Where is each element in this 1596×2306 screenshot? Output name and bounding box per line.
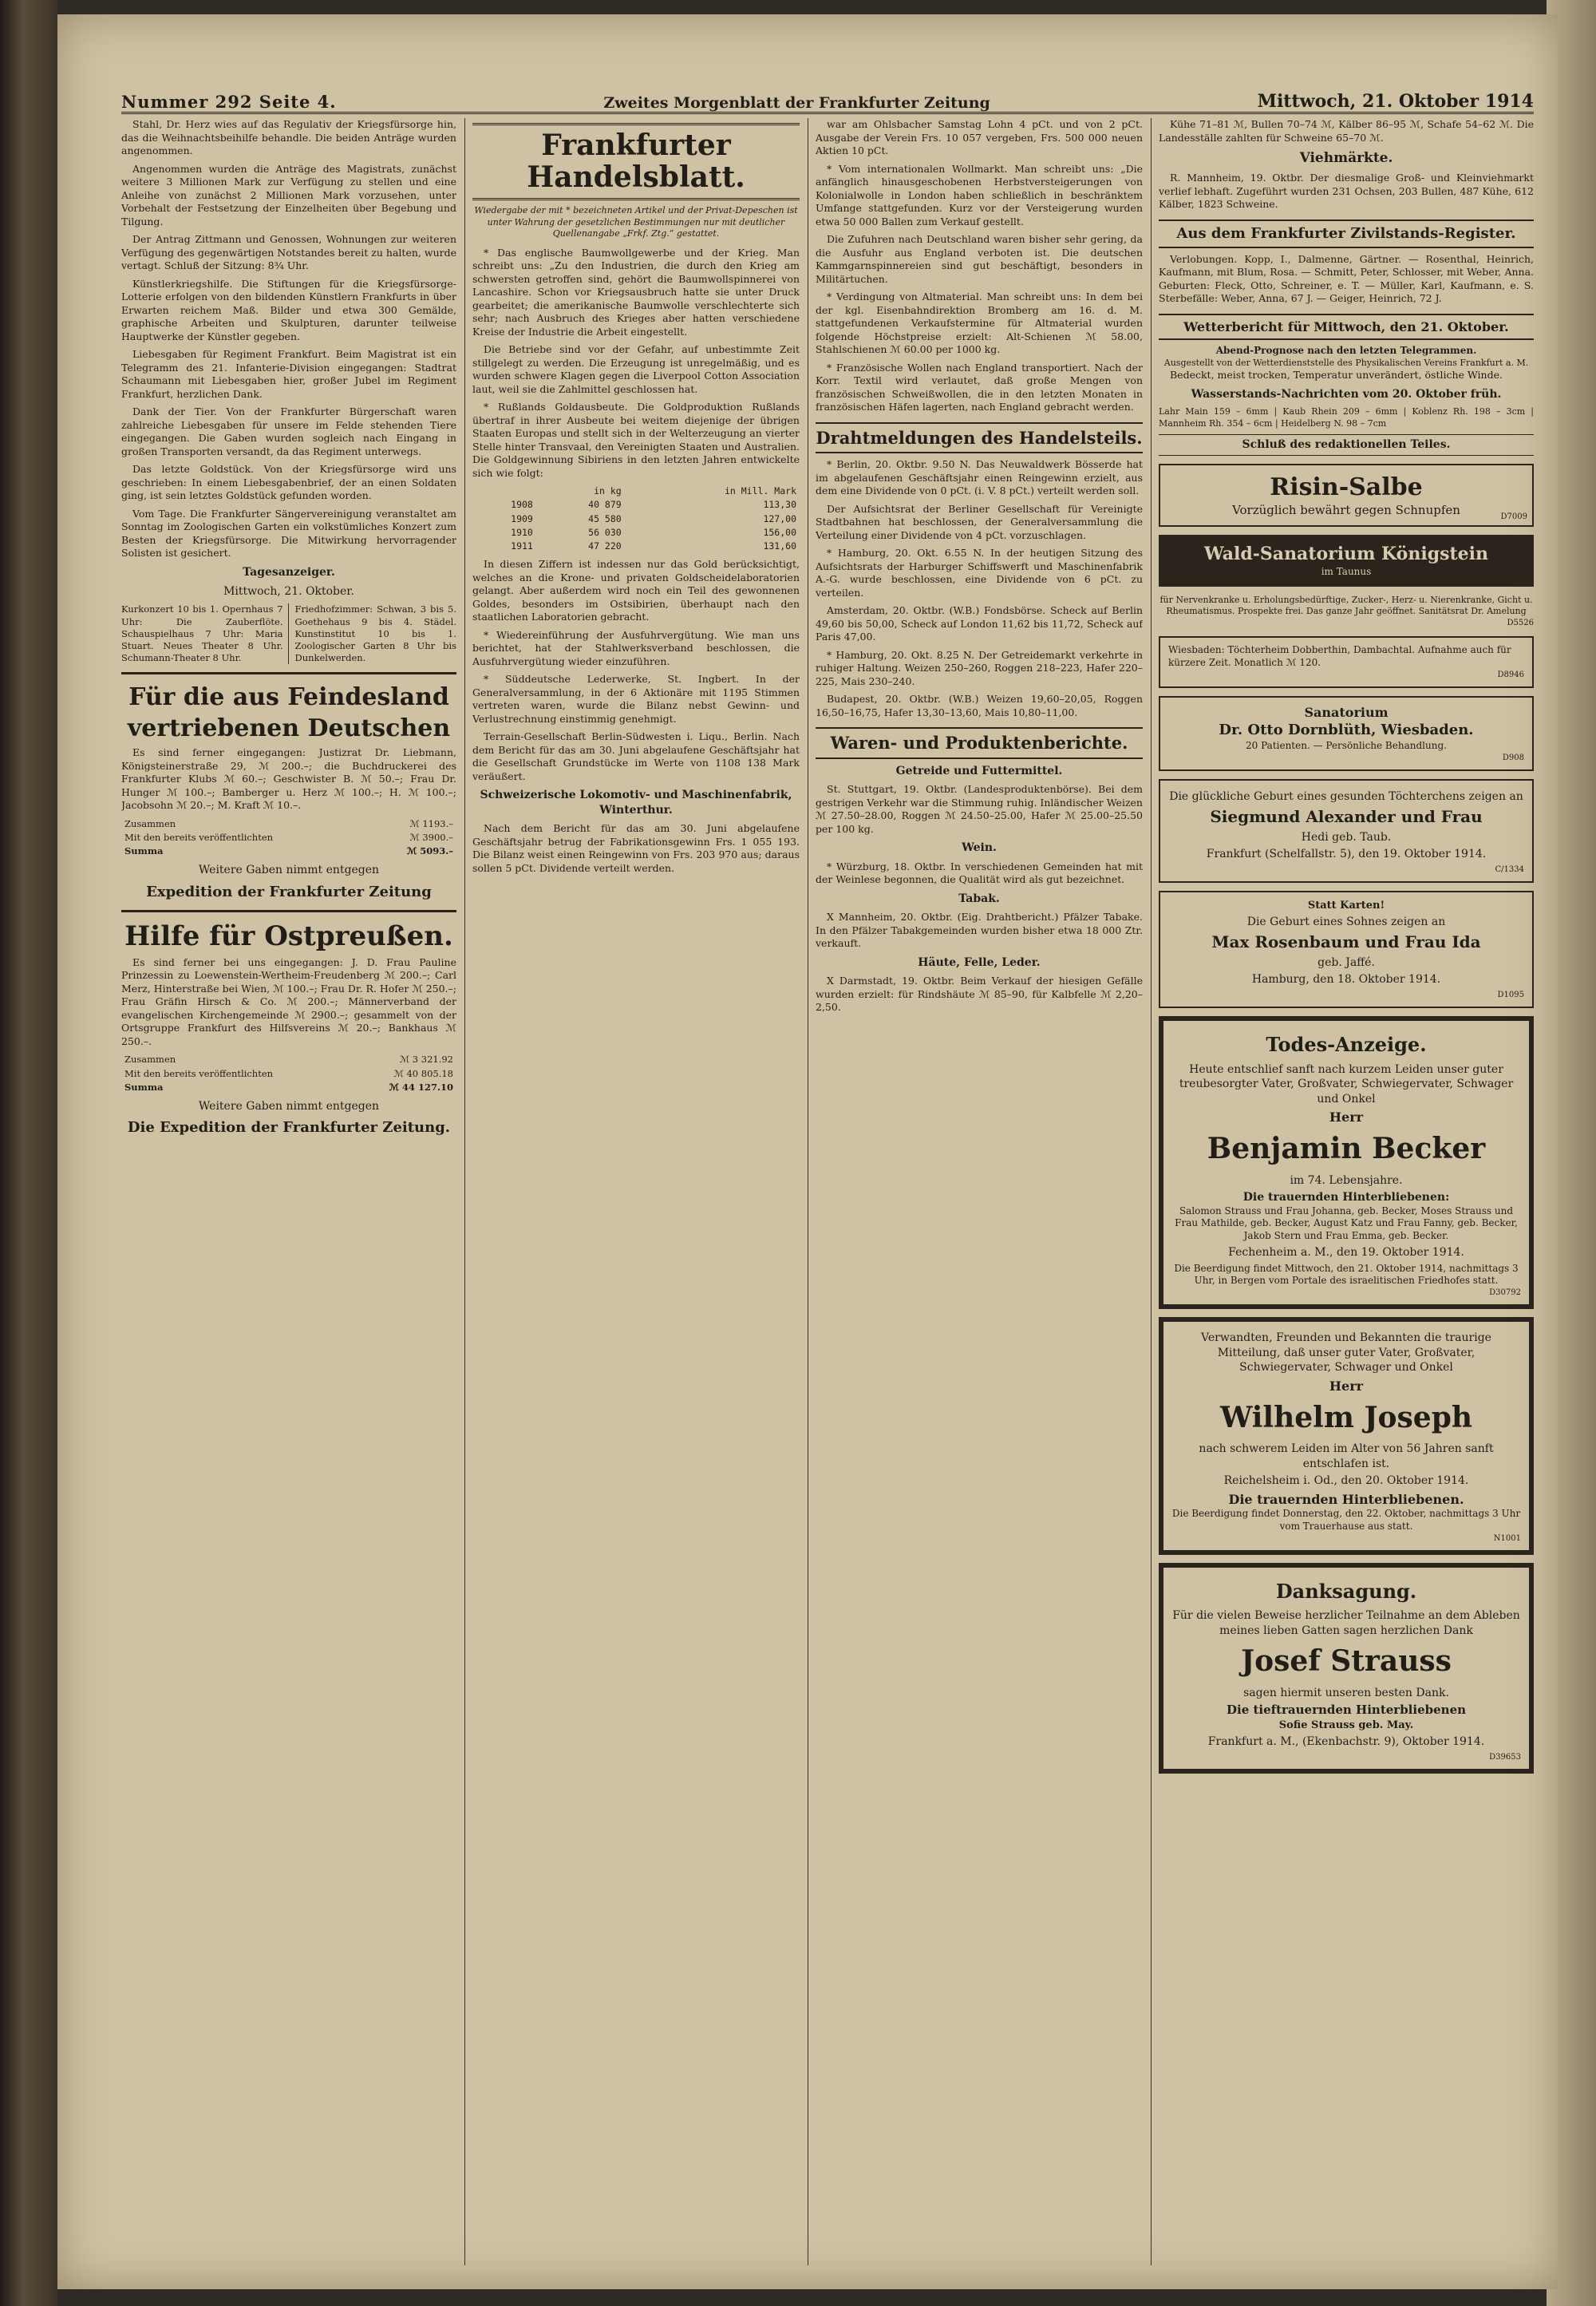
death-notice-joseph bbox=[1159, 1317, 1534, 1554]
market-report: * Würzburg, 18. Oktbr. In verschiedenen Gemeinden hat mit der Weinlese begonnen, die Qualität wird als gut bezeichnet. bbox=[816, 860, 1143, 886]
sum-value: ℳ 5093.– bbox=[406, 845, 453, 857]
previous-value: ℳ 40 805.18 bbox=[393, 1067, 453, 1079]
market-report: St. Stuttgart, 19. Oktbr. (Landesproduktenbörse). Bei dem gestrigen Verkehr war die Stimmung ruhig. Inländischer Weizen ℳ 27.50–28.00, Roggen ℳ 24.50–25.00, Hafer ℳ 25.00–25.50 per 100 kg. bbox=[816, 783, 1143, 835]
article-paragraph: Liebesgaben für Regiment Frankfurt. Beim Magistrat ist ein Telegramm des 21. Infanterie-Division eingegangen: Stadtrat Schaumann mit Liebesgaben hier, großer Jubel im Regiment Frankfurt, herzlichen Dank. bbox=[121, 348, 456, 400]
sum-label: Summa bbox=[124, 845, 164, 857]
previous-label: Mit den bereits veröffentlichten bbox=[124, 831, 274, 843]
article-paragraph: Kühe 71–81 ℳ, Bullen 70–74 ℳ, Kälber 86–95 ℳ, Schafe 54–62 ℳ. Die Landesställe zahlten für Schweine 65–70 ℳ. bbox=[1159, 118, 1534, 144]
announcement-text: Die Geburt eines Sohnes zeigen an bbox=[1246, 915, 1446, 928]
editorial-end-marker: Schluß des redaktionellen Teiles. bbox=[1159, 434, 1534, 455]
notice-mourners-heading: Die tieftrauernden Hinterbliebenen bbox=[1226, 1703, 1467, 1718]
ad-subtitle: Vorzüglich bewährt gegen Schnupfen bbox=[1232, 503, 1460, 518]
table-cell: 1910 bbox=[511, 526, 533, 538]
article-paragraph: * Süddeutsche Lederwerke, St. Ingbert. In der Generalversammlung, in der 6 Aktionäre mit 1195 Stimmen vertreten waren, wurde die Bilanz nebst Gewinn- und Verlustrechnung einstimmig genehmigt. bbox=[472, 673, 800, 725]
article-paragraph: * Vom internationalen Wollmarkt. Man schreibt uns: „Die anfänglich hinausgeschobenen Herbstversteigerungen von Kolonialwolle in London haben schließlich in beschränktem Umfange stattgefunden. Kurz vor der Versteigerung wurden etwa 50 000 Ballen zum Verkauf gestellt. bbox=[816, 162, 1143, 227]
notice-herr: Herr bbox=[1329, 1109, 1364, 1125]
table-cell: 127,00 bbox=[763, 512, 796, 524]
notice-burial: Die Beerdigung findet Donnerstag, den 22. Oktober, nachmittags 3 Uhr vom Trauerhause aus statt. bbox=[1171, 1507, 1521, 1532]
table-row bbox=[472, 526, 800, 540]
notice-age: nach schwerem Leiden im Alter von 56 Jahren sanft entschlafen ist. bbox=[1199, 1442, 1494, 1470]
article-paragraph: * Das englische Baumwollgewerbe und der Krieg. Man schreibt uns: „Zu den Industrien, die durch den Krieg am schwersten getroffen sind, gehört die Baumwollspinnerei von Lancashire. Schon vor Kriegsausbruch hatte sie unter Druck gearbeitet; die amerikanische Baumwolle verschlechterte sich sehr; nach Ausbruch des Krieges aber hatten verschiedene Kreise der Industrie die Arbeit eingestellt. bbox=[472, 246, 800, 338]
column-local-news bbox=[121, 118, 456, 2265]
donation-list: Es sind ferner bei uns eingegangen: J. D. Frau Pauline Prinzessin zu Loewenstein-Wertheim-Freudenberg ℳ 200.–; Carl Merz, Hinterstraße bei Wien, ℳ 100.–; Frau Dr. R. Hofer ℳ 250.–; Frau Gräfin Hirsch & Co. ℳ 200.–; Männerverband der evangelischen Kirchengemeinde ℳ 2900.–; gesammelt von der Ortsgruppe Frankfurt des Hilfsvereins ℳ 20.–; Bankhaus ℳ 250.–. bbox=[121, 955, 456, 1047]
page-header bbox=[121, 80, 1534, 114]
book-spine-left bbox=[0, 0, 57, 2306]
sum-label: Summa bbox=[124, 1081, 164, 1093]
telegram-report: * Berlin, 20. Oktbr. 9.50 N. Das Neuwaldwerk Bösserde hat im abgelaufenen Geschäftsjahr einen Reingewinn erzielt, aus dem eine Dividende von 0 pCt. (i. V. 8 pCt.) verteilt werden soll. bbox=[816, 458, 1143, 497]
table-cell: 1908 bbox=[511, 499, 533, 511]
previous-label: Mit den bereits veröffentlichten bbox=[124, 1067, 274, 1079]
thanks-notice-strauss bbox=[1159, 1563, 1534, 1774]
donation-totals bbox=[121, 1053, 456, 1094]
haeute-heading: Häute, Felle, Leder. bbox=[918, 955, 1041, 969]
table-row bbox=[472, 498, 800, 512]
ad-code: D30792 bbox=[1489, 1288, 1521, 1298]
birth-announcement-rosenbaum bbox=[1159, 891, 1534, 1008]
further-gifts-note: Weitere Gaben nimmt entgegen bbox=[198, 864, 380, 877]
telegram-report: * Hamburg, 20. Okt. 8.25 N. Der Getreidemarkt verkehrte in ruhiger Haltung. Weizen 250–260, Roggen 218–223, Hafer 220–225, Mais 230–240. bbox=[816, 648, 1143, 687]
column-notices-ads bbox=[1159, 118, 1534, 2265]
weather-issuer: Ausgestellt von der Wetterdienststelle des Physikalischen Vereins Frankfurt a. M. bbox=[1163, 357, 1529, 368]
notice-place: Fechenheim a. M., den 19. Oktober 1914. bbox=[1228, 1246, 1464, 1260]
total-value: ℳ 3 321.92 bbox=[399, 1054, 453, 1066]
article-paragraph: Künstlerkriegshilfe. Die Stiftungen für die Kriegsfürsorge-Lotterie erfolgen von den bildenden Künstlern Frankfurts in über Erwarten reichem Maß. Bilder und etwa 300 Gemälde, graphische Arbeiten und Skulpturen, darunter teilweise Hauptwerke der Künstler gegeben. bbox=[121, 277, 456, 342]
donation-totals bbox=[121, 817, 456, 859]
handelsblatt-notice: Wiedergabe der mit * bezeichneten Artikel und der Privat-Depeschen ist unter Wahrung der gesetzlichen Bestimmungen nur mit deutlicher Quellenangabe „Frkf. Ztg.“ gestattet. bbox=[474, 205, 798, 239]
expedition-name: Expedition der Frankfurter Zeitung bbox=[146, 883, 432, 900]
notice-title: Danksagung. bbox=[1275, 1579, 1417, 1603]
notice-age: im 74. Lebensjahre. bbox=[1290, 1173, 1403, 1187]
table-cell: 56 030 bbox=[588, 526, 622, 538]
ostpreussen-section bbox=[121, 910, 456, 1138]
article-paragraph: Dank der Tier. Von der Frankfurter Bürgerschaft waren zahlreiche Liebesgaben für unsere im Felde stehenden Tiere eingegangen. Die Gaben wurden sogleich nach Eingang in großen Transporten versandt, da das Regiment unterwegs. bbox=[121, 405, 456, 457]
column-rule bbox=[1151, 118, 1152, 2265]
notice-sub: sagen hiermit unseren besten Dank. bbox=[1243, 1686, 1449, 1699]
telegram-report: Amsterdam, 20. Oktbr. (W.B.) Fondsbörse. Scheck auf Berlin 49,60 bis 50,00, Scheck auf London 11,62 bis 11,72, Scheck auf Paris 47,00. bbox=[816, 604, 1143, 643]
table-cell: 40 879 bbox=[588, 499, 622, 511]
sum-value: ℳ 44 127.10 bbox=[389, 1081, 453, 1093]
article-paragraph: Nach dem Bericht für das am 30. Juni abgelaufene Geschäftsjahr betrug der Fabrikationsgewinn Frs. 1 055 193. Die Bilanz weist einen Reingewinn von Frs. 203 970 aus; daraus sollen 5 pCt. Dividende verteilt werden. bbox=[472, 822, 800, 874]
table-cell: 45 580 bbox=[588, 512, 622, 524]
handelsblatt-title: Frankfurter Handelsblatt. bbox=[472, 123, 800, 200]
death-notice-becker bbox=[1159, 1016, 1534, 1309]
expedition-name: Die Expedition der Frankfurter Zeitung. bbox=[127, 1119, 451, 1137]
article-paragraph: Terrain-Gesellschaft Berlin-Südwesten i. Liqu., Berlin. Nach dem Bericht für das am 30. Juni abgelaufene Geschäftsjahr hat die Gesellschaft Grundstücke im Werte von 1108 138 Mark veräußert. bbox=[472, 730, 800, 782]
weather-heading: Wetterbericht für Mittwoch, den 21. Oktober. bbox=[1159, 314, 1534, 340]
table-header bbox=[472, 485, 536, 498]
notice-title: Todes-Anzeige. bbox=[1266, 1032, 1427, 1056]
tagesanzeiger-right: Friedhofzimmer: Schwan, 3 bis 5. Goethehaus 9 bis 4. Städel. Kunstinstitut 10 bis 1. Zoologischer Garten 8 Uhr bis Dunkelwerden. bbox=[294, 603, 456, 664]
telegram-report: Der Aufsichtsrat der Berliner Gesellschaft für Vereinigte Stadtbahnen hat beschlossen, der Generalversammlung die Verteilung einer Dividende von 4 pCt. vorzuschlagen. bbox=[816, 502, 1143, 541]
notice-mourners-heading: Die trauernden Hinterbliebenen: bbox=[1242, 1191, 1450, 1204]
notice-name: Wilhelm Joseph bbox=[1219, 1400, 1473, 1434]
article-paragraph: Angenommen wurden die Anträge des Magistrats, zunächst weitere 3 Millionen Mark zur Verfügung zu stellen und eine Anleihe von zunächst 2 Millionen Mark vorzusehen, unter Vorbehalt der Festsetzung der Einzelheiten über Begebung und Tilgung. bbox=[121, 162, 456, 227]
announcement-sub: geb. Jaffé. bbox=[1317, 955, 1375, 969]
telegram-report: Budapest, 20. Oktbr. (W.B.) Weizen 19,60–20,05, Roggen 16,50–16,75, Hafer 13,30–13,60, Mais 10,80–11,00. bbox=[816, 693, 1143, 718]
waren-heading: Waren- und Produktenberichte. bbox=[816, 727, 1143, 759]
table-cell: 1911 bbox=[511, 540, 533, 552]
ad-code: D908 bbox=[1502, 753, 1524, 762]
ad-title: Risin-Salbe bbox=[1270, 473, 1423, 501]
vertriebene-heading-1: Für die aus Feindesland bbox=[128, 683, 449, 712]
weather-forecast: Bedeckt, meist trocken, Temperatur unverändert, östliche Winde. bbox=[1170, 369, 1503, 382]
article-paragraph: Die Zufuhren nach Deutschland waren bisher sehr gering, da die Ausfuhr aus England verboten ist. Die deutschen Kammgarnspinnereien sind gut beschäftigt, besonders in Militärtuchen. bbox=[816, 233, 1143, 285]
table-cell: 113,30 bbox=[763, 499, 796, 511]
tagesanzeiger-date: Mittwoch, 21. Oktober. bbox=[223, 584, 354, 598]
ad-code: D7009 bbox=[1500, 512, 1527, 521]
table-cell: 131,60 bbox=[763, 540, 796, 552]
table-header: in Mill. Mark bbox=[724, 485, 796, 497]
ad-code: N1001 bbox=[1493, 1533, 1521, 1543]
article-paragraph: In diesen Ziffern ist indessen nur das Gold berücksichtigt, welches an die Krone- und privaten Goldscheidelaboratorien gelangt. Aber außerdem wird noch ein Teil des gewonnenen Goldes, besonders im Ostsibirien, überhaupt nach den staatlichen Laboratorien gebracht. bbox=[472, 558, 800, 623]
ad-code: C/1334 bbox=[1495, 864, 1524, 874]
wein-heading: Wein. bbox=[962, 841, 997, 855]
birth-announcement-alexander bbox=[1159, 779, 1534, 883]
market-report: X Darmstadt, 19. Oktbr. Beim Verkauf der hiesigen Gefälle wurden erzielt: für Rindshäute ℳ 85–90, für Kalbfelle ℳ 2,20–2,50. bbox=[816, 975, 1143, 1014]
announcement-place: Hamburg, den 18. Oktober 1914. bbox=[1251, 973, 1441, 987]
article-paragraph: * Verdingung von Altmaterial. Man schreibt uns: In dem bei der kgl. Eisenbahndirektion Bromberg am 16. d. M. stattgefundenen Verkaufstermine für Altmaterial wurden folgende Höchstpreise erzielt: Alt-Schienen ℳ 58.00, Stahlschienen ℳ 60.00 per 1000 kg. bbox=[816, 291, 1143, 355]
ad-code: D8946 bbox=[1497, 670, 1524, 679]
water-levels-data: Lahr Main 159 – 6mm | Kaub Rhein 209 – 6mm | Koblenz Rh. 198 – 3cm | Mannheim Rh. 354 – 6cm | Heidelberg N. 98 – 7cm bbox=[1159, 406, 1534, 429]
ad-body: Wiesbaden: Töchterheim Dobberthin, Dambachtal. Aufnahme auch für kürzere Zeit. Monatlich ℳ 120. bbox=[1168, 644, 1511, 668]
notice-text: Heute entschlief sanft nach kurzem Leiden unser guter treubesorgter Vater, Großvater, Schwiegervater, Schwager und Onkel bbox=[1179, 1062, 1514, 1106]
notice-mourners-heading: Die trauernden Hinterbliebenen. bbox=[1228, 1491, 1464, 1507]
vertriebene-heading-2: vertriebenen Deutschen bbox=[127, 714, 451, 743]
notice-place: Frankfurt a. M., (Ekenbachstr. 9), Oktober 1914. bbox=[1207, 1735, 1485, 1749]
article-paragraph: Die Betriebe sind vor der Gefahr, auf unbestimmte Zeit stillgelegt zu werden. Die Erzeugung ist unregelmäßig, und es wurden schwere Klagen gegen die Liverpool Cotton Association laut, weil sie die Zahlmittel geschlossen hat. bbox=[472, 343, 800, 395]
tabak-heading: Tabak. bbox=[958, 892, 1000, 905]
water-levels-heading: Wasserstands-Nachrichten vom 20. Oktober früh. bbox=[1191, 387, 1502, 401]
newspaper-page bbox=[57, 14, 1558, 2289]
civil-register-list: Verlobungen. Kopp, I., Dalmenne, Gärtner. — Rosenthal, Heinrich, Kaufmann, mit Blum, Rosa. — Schmitt, Peter, Schlosser, mit Weber, Anna. Geburten: Fleck, Otto, Schreiner, e. T. — Müller, Karl, Kaufmann, e. S. Sterbefälle: Weber, Anna, 67 J. — Geiger, Heinrich, 72 J. bbox=[1159, 252, 1534, 305]
viehmarkte-heading: Viehmärkte. bbox=[1299, 150, 1393, 166]
drahtmeldungen-heading: Drahtmeldungen des Handelsteils. bbox=[816, 422, 1143, 454]
tagesanzeiger-left: Kurkonzert 10 bis 1. Opernhaus 7 Uhr: Die Zauberflöte. Schauspielhaus 7 Uhr: Maria Stuart. Neues Theater 8 Uhr. Schumann-Theater 8 Uhr. bbox=[121, 603, 289, 664]
notice-burial: Die Beerdigung findet Mittwoch, den 21. Oktober 1914, nachmittags 3 Uhr, in Bergen vom Portale des israelitischen Friedhofes statt. bbox=[1174, 1262, 1519, 1287]
total-label: Zusammen bbox=[124, 1054, 176, 1066]
tagesanzeiger-heading: Tagesanzeiger. bbox=[243, 565, 335, 579]
article-paragraph: Das letzte Goldstück. Von der Kriegsfürsorge wird uns geschrieben: In einem Liebesgabenbrief, der an einen Soldaten ging, ist sein letztes Goldstück gefunden worden. bbox=[121, 463, 456, 501]
column-handelsblatt bbox=[472, 118, 800, 2265]
ad-code: D1095 bbox=[1497, 990, 1524, 999]
article-paragraph: Vom Tage. Die Frankfurter Sängervereinigung veranstaltet am Sonntag im Zoologischen Garten ein volkstümliches Konzert zum Besten der Kriegsfürsorge. Die Mitwirkung hervorragender Solisten ist gesichert. bbox=[121, 507, 456, 559]
notice-name: Josef Strauss bbox=[1241, 1644, 1452, 1679]
ad-risin-salbe bbox=[1159, 464, 1534, 527]
ad-name: Dr. Otto Dornblüth, Wiesbaden. bbox=[1219, 722, 1474, 739]
ad-title: Wald-Sanatorium Königstein bbox=[1204, 544, 1488, 564]
ad-title: Sanatorium bbox=[1304, 704, 1389, 720]
announcement-names: Siegmund Alexander und Frau bbox=[1210, 807, 1483, 827]
table-row bbox=[472, 512, 800, 526]
issue-date: Mittwoch, 21. Oktober 1914 bbox=[1257, 91, 1534, 112]
notice-name: Benjamin Becker bbox=[1207, 1132, 1486, 1166]
ad-wald-sanatorium bbox=[1159, 535, 1534, 587]
table-cell: 1909 bbox=[511, 512, 533, 524]
announcement-sub: Hedi geb. Taub. bbox=[1301, 830, 1392, 844]
notice-mourners: Salomon Strauss und Frau Johanna, geb. Becker, Moses Strauss und Frau Mathilde, geb. Becker, August Katz und Frau Fanny, geb. Becker, Jakob Stern und Frau Emma, geb. Becker. bbox=[1175, 1204, 1518, 1242]
gold-production-table bbox=[472, 485, 800, 553]
column-rule bbox=[464, 118, 465, 2265]
ad-code: D5526 bbox=[1507, 618, 1534, 627]
market-report: X Mannheim, 20. Oktbr. (Eig. Drahtbericht.) Pfälzer Tabake. In den Pfälzer Tabakgemeinden wurden bisher etwa 18 000 Ztr. verkauft. bbox=[816, 911, 1143, 950]
notice-mourners: Sofie Strauss geb. May. bbox=[1278, 1719, 1414, 1732]
article-paragraph: Stahl, Dr. Herz wies auf das Regulativ der Kriegsfürsorge hin, das die Weihnachtsbeihilfe behandle. Die beiden Anträge wurden angenommen. bbox=[121, 118, 456, 156]
notice-text: Für die vielen Beweise herzlicher Teilnahme an dem Ableben meines lieben Gatten sagen herzlichen Dank bbox=[1172, 1609, 1520, 1637]
weather-subheading: Abend-Prognose nach den letzten Telegrammen. bbox=[1215, 344, 1477, 356]
ad-subtitle: im Taunus bbox=[1321, 566, 1372, 578]
announcement-head: Statt Karten! bbox=[1307, 899, 1385, 912]
table-row bbox=[472, 540, 800, 553]
market-report: R. Mannheim, 19. Oktbr. Der diesmalige Groß- und Kleinviehmarkt verlief lebhaft. Zugeführt wurden 231 Ochsen, 203 Bullen, 487 Kühe, 612 Kälber, 1823 Schweine. bbox=[1159, 172, 1534, 211]
zivilstand-heading: Aus dem Frankfurter Zivilstands-Register. bbox=[1159, 220, 1534, 248]
ad-subtitle: 20 Patienten. — Persönliche Behandlung. bbox=[1246, 739, 1447, 751]
total-label: Zusammen bbox=[124, 817, 176, 829]
announcement-text: Die glückliche Geburt eines gesunden Töchterchens zeigen an bbox=[1169, 789, 1523, 803]
paper-title: Zweites Morgenblatt der Frankfurter Zeitung bbox=[603, 94, 990, 112]
issue-number: Nummer 292 Seite 4. bbox=[121, 92, 337, 112]
table-cell: 47 220 bbox=[588, 540, 622, 552]
article-paragraph: war am Ohlsbacher Samstag Lohn 4 pCt. und von 2 pCt. Ausgabe der Verein Frs. 10 057 vergeben, Frs. 500 000 neuen Aktien 10 pCt. bbox=[816, 118, 1143, 156]
ostpreussen-heading: Hilfe für Ostpreußen. bbox=[124, 920, 453, 952]
table-cell: 156,00 bbox=[763, 526, 796, 538]
column-market-reports bbox=[816, 118, 1143, 2265]
article-paragraph: * Französische Wollen nach England transportiert. Nach der Korr. Textil wird verlautet, daß große Mengen von französischen Schweißwollen, die in den letzten Monaten in französischen Häfen lagerten, nach England gebracht werden. bbox=[816, 361, 1143, 413]
ad-wiesbaden-toechterheim bbox=[1159, 636, 1534, 688]
further-gifts-note: Weitere Gaben nimmt entgegen bbox=[198, 1099, 380, 1113]
donation-list: Es sind ferner eingegangen: Justizrat Dr. Liebmann, Königsteinerstraße 29, ℳ 200.–; die Buchdruckerei des Frankfurter Klubs ℳ 60.–; Geschwister B. ℳ 50.–; Frau Dr. Hunger ℳ 100.–; Bamberger u. Herz ℳ 100.–; H. ℳ 100.–; Jacobsohn ℳ 20.–; M. Kraft ℳ 10.–. bbox=[121, 746, 456, 812]
ad-code: D39653 bbox=[1489, 1752, 1521, 1762]
ad-body: für Nervenkranke u. Erholungsbedürftige, Zucker-, Herz- u. Nierenkranke, Gicht u. Rheumatismus. Prospekte frei. Das ganze Jahr geöffnet. Sanitätsrat Dr. Amelung bbox=[1159, 594, 1533, 617]
tagesanzeiger-listing bbox=[121, 603, 456, 664]
telegram-report: * Hamburg, 20. Okt. 6.55 N. In der heutigen Sitzung des Aufsichtsrats der Harburger Schiffswerft und Maschinenfabrik A.-G. wurde beschlossen, eine Dividende von 6 pCt. zu verteilen. bbox=[816, 547, 1143, 599]
previous-value: ℳ 3900.– bbox=[409, 831, 453, 843]
article-paragraph: * Rußlands Goldausbeute. Die Goldproduktion Rußlands übertraf in ihrer Ausbeute bei weitem diejenige der übrigen Staaten Europas und stellt sich in der Welterzeugung an vierter Stelle hinter Transvaal, den Vereinigten Staaten und Australien. Die Goldgewinnung Sibiriens in den letzten Jahren entwickelte sich wie folgt: bbox=[472, 401, 800, 479]
announcement-place: Frankfurt (Schelfallstr. 5), den 19. Oktober 1914. bbox=[1206, 848, 1487, 861]
ad-dornblueth-sanatorium bbox=[1159, 696, 1534, 771]
getreide-heading: Getreide und Futtermittel. bbox=[895, 764, 1063, 777]
table-header: in kg bbox=[594, 485, 622, 497]
vertriebene-section bbox=[121, 672, 456, 901]
notice-place: Reichelsheim i. Od., den 20. Oktober 1914. bbox=[1223, 1474, 1469, 1488]
article-paragraph: * Wiedereinführung der Ausfuhrvergütung. Wie man uns berichtet, hat der Stahlwerksverband beschlossen, die Ausfuhrvergütung wieder einzuführen. bbox=[472, 628, 800, 667]
announcement-names: Max Rosenbaum und Frau Ida bbox=[1211, 932, 1481, 952]
total-value: ℳ 1193.– bbox=[409, 817, 453, 829]
notice-herr: Herr bbox=[1329, 1378, 1364, 1394]
article-heading: Schweizerische Lokomotiv- und Maschinenfabrik, Winterthur. bbox=[480, 789, 792, 817]
notice-text: Verwandten, Freunden und Bekannten die traurige Mitteilung, daß unser guter Vater, Großvater, Schwiegervater, Schwager und Onkel bbox=[1201, 1331, 1491, 1375]
article-paragraph: Der Antrag Zittmann und Genossen, Wohnungen zur weiteren Verfügung des gegenwärtigen Notstandes bereit zu halten, wurde vertagt. Schluß der Sitzung: 8¾ Uhr. bbox=[121, 233, 456, 271]
